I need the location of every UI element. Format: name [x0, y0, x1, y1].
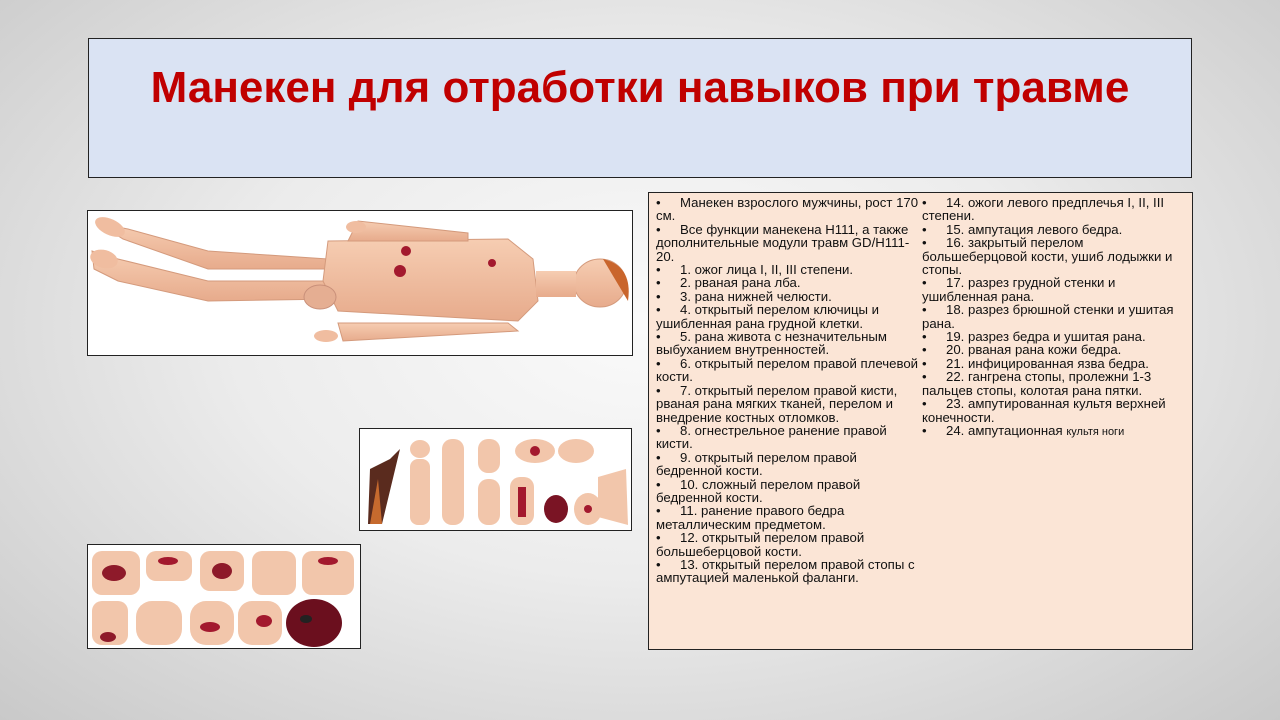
- list-item: [922, 397, 1184, 424]
- mannequin-photo: [87, 210, 633, 356]
- list-item-text: 16. закрытый перелом большеберцовой кости, ушиб лодыжки и стопы.: [922, 235, 1173, 278]
- trauma-modules-photo: [87, 544, 361, 649]
- bullet-icon: •: [922, 342, 927, 358]
- list-item-text: 24. ампутационная: [946, 422, 1063, 438]
- list-item: [656, 223, 919, 263]
- bullet-icon: •: [922, 195, 927, 210]
- bullet-icon: •: [656, 275, 661, 291]
- list-item: [656, 451, 919, 478]
- list-item: [656, 424, 919, 451]
- list-item-text: Все функции манекена H111, а также дополнительные модули травм GD/H111-20.: [656, 221, 910, 264]
- features-list-left: [656, 196, 919, 646]
- bullet-icon: •: [656, 503, 661, 519]
- list-item-text: 10. сложный перелом правой бедренной кости.: [656, 476, 861, 505]
- list-item-text: 17. разрез грудной стенки и ушибленная рана.: [922, 275, 1116, 304]
- bullet-icon: •: [656, 195, 661, 210]
- mannequin-figure: [88, 211, 632, 355]
- limb-modules-photo: [359, 428, 632, 531]
- list-item: [656, 504, 919, 531]
- wound-mark: [394, 265, 406, 277]
- bullet-icon: •: [656, 422, 661, 438]
- list-item: [656, 263, 919, 276]
- list-item-text: 4. открытый перелом ключицы и ушибленная рана грудной клетки.: [656, 302, 880, 331]
- bullet-icon: •: [922, 235, 927, 251]
- list-item-text: 15. ампутация левого бедра.: [946, 221, 1123, 237]
- bullet-icon: •: [656, 302, 661, 318]
- bullet-icon: •: [922, 396, 927, 412]
- list-item-text: 5. рана живота с незначительным выбуханием внутренностей.: [656, 329, 887, 358]
- bullet-icon: •: [656, 329, 661, 345]
- list-item-text: 19. разрез бедра и ушитая рана.: [946, 329, 1146, 345]
- list-item: [922, 223, 1184, 236]
- list-item-text: 20. рваная рана кожи бедра.: [946, 342, 1122, 358]
- bullet-icon: •: [656, 476, 661, 492]
- list-item: [922, 330, 1184, 343]
- list-item: [656, 384, 919, 424]
- list-item: [656, 290, 919, 303]
- slide-title: Манекен для отработки навыков при травме: [150, 63, 1130, 112]
- list-item-text: Манекен взрослого мужчины, рост 170 см.: [656, 195, 919, 224]
- bullet-icon: •: [656, 556, 661, 572]
- bullet-icon: •: [656, 221, 661, 237]
- list-item-text: 1. ожог лица I, II, III степени.: [680, 262, 854, 278]
- list-item: [656, 196, 919, 223]
- list-item-text: 14. ожоги левого предплечья I, II, III степени.: [922, 195, 1165, 224]
- list-item-text: 7. открытый перелом правой кисти, рваная рана мягких тканей, перелом и внедрение костных отломков.: [656, 382, 898, 425]
- list-item: [922, 357, 1184, 370]
- list-item: [922, 196, 1184, 223]
- list-item: [656, 357, 919, 384]
- list-item: [656, 330, 919, 357]
- list-item: [922, 303, 1184, 330]
- list-item-text: 3. рана нижней челюсти.: [680, 288, 832, 304]
- title-box: [88, 38, 1192, 178]
- bullet-icon: •: [656, 449, 661, 465]
- bullet-icon: •: [656, 288, 661, 304]
- list-item: [656, 303, 919, 330]
- list-item: [656, 276, 919, 289]
- list-item-text: 21. инфицированная язва бедра.: [946, 355, 1149, 371]
- list-item-text: 23. ампутированная культя верхней конечности.: [922, 396, 1166, 425]
- list-item-text: 13. открытый перелом правой стопы с ампутацией маленькой фаланги.: [656, 556, 915, 586]
- list-item: [656, 531, 919, 558]
- wound-mark: [401, 246, 411, 256]
- bullet-icon: •: [656, 355, 661, 371]
- bullet-icon: •: [656, 382, 661, 398]
- bullet-icon: •: [656, 530, 661, 546]
- list-item-text: 6. открытый перелом правой плечевой кости.: [656, 355, 919, 385]
- bullet-icon: •: [922, 355, 927, 371]
- list-item: [922, 343, 1184, 356]
- list-item: [922, 236, 1184, 276]
- bullet-icon: •: [922, 422, 927, 438]
- bullet-icon: •: [922, 369, 927, 385]
- list-item: [922, 276, 1184, 303]
- bullet-icon: •: [656, 262, 661, 278]
- list-item: [922, 370, 1184, 397]
- features-list-right: [922, 196, 1184, 646]
- list-item: [922, 424, 1184, 439]
- list-item-text: 11. ранение правого бедра металлическим предметом.: [656, 503, 845, 532]
- list-item-text: 2. рваная рана лба.: [680, 275, 801, 291]
- bullet-icon: •: [922, 275, 927, 291]
- bullet-icon: •: [922, 302, 927, 318]
- trauma-modules-figure: [88, 545, 360, 648]
- list-item-text: 9. открытый перелом правой бедренной кости.: [656, 449, 857, 479]
- list-item-text: 8. огнестрельное ранение правой кисти.: [656, 422, 887, 452]
- list-item-tail-text: культя ноги: [1066, 425, 1125, 438]
- list-item-text: 18. разрез брюшной стенки и ушитая рана.: [922, 302, 1174, 331]
- bullet-icon: •: [922, 221, 927, 237]
- list-item-text: 12. открытый перелом правой большеберцовой кости.: [656, 530, 865, 559]
- limb-modules-figure: [360, 429, 631, 530]
- list-item: [656, 558, 919, 585]
- wound-mark: [488, 259, 496, 267]
- list-item-text: 22. гангрена стопы, пролежни 1-3 пальцев стопы, колотая рана пятки.: [922, 369, 1152, 398]
- bullet-icon: •: [922, 329, 927, 345]
- features-text-box: [648, 192, 1193, 650]
- list-item: [656, 478, 919, 505]
